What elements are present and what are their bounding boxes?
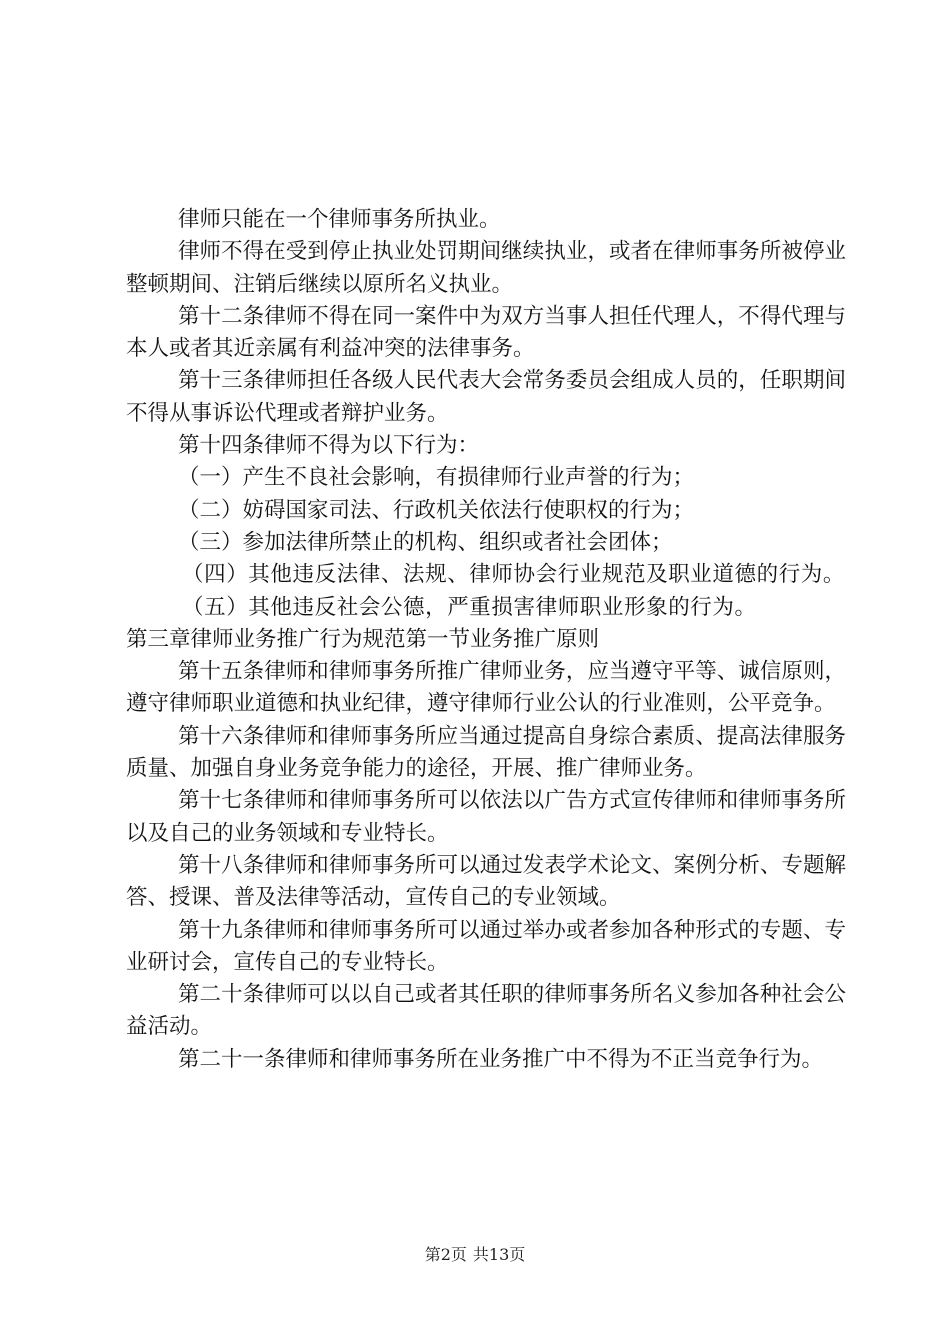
list-item: （三）参加法律所禁止的机构、组织或者社会团体；	[178, 529, 673, 555]
paragraph: 第十二条律师不得在同一案件中为双方当事人担任代理人，不得代理与本人或者其近亲属有利益冲突的法律事务。	[126, 303, 846, 362]
paragraph: 第十九条律师和律师事务所可以通过举办或者参加各种形式的专题、专业研讨会，宣传自己的专业特长。	[126, 917, 846, 975]
paragraph: 第二十一条律师和律师事务所在业务推广中不得为不正当竞争行为。	[178, 1046, 824, 1072]
section-heading: 第三章律师业务推广行为规范第一节业务推广原则	[126, 626, 600, 652]
document-body	[126, 204, 846, 1076]
list-item: （五）其他违反社会公德，严重损害律师职业形象的行为。	[182, 594, 757, 620]
page-number: 第2页	[424, 1245, 467, 1264]
paragraph: 第十八条律师和律师事务所可以通过发表学术论文、案例分析、专题解答、授课、普及法律等活动，宣传自己的专业领域。	[126, 852, 846, 911]
paragraph: 第十七条律师和律师事务所可以依法以广告方式宣传律师和律师事务所以及自己的业务领域和专业特长。	[126, 788, 846, 846]
paragraph: 律师不得在受到停止执业处罚期间继续执业，或者在律师事务所被停业整顿期间、注销后继续以原所名义执业。	[126, 239, 846, 297]
list-item: （四）其他违反法律、法规、律师协会行业规范及职业道德的行为。	[182, 562, 846, 588]
paragraph: 第十五条律师和律师事务所推广律师业务，应当遵守平等、诚信原则，遵守律师职业道德和执业纪律，遵守律师行业公认的行业准则，公平竞争。	[126, 659, 846, 717]
list-item: （二）妨碍国家司法、行政机关依法行使职权的行为；	[178, 497, 695, 523]
paragraph: 律师只能在一个律师事务所执业。	[178, 207, 501, 232]
paragraph: 第二十条律师可以以自己或者其任职的律师事务所名义参加各种社会公益活动。	[126, 982, 846, 1040]
page-footer	[0, 1242, 950, 1265]
paragraph: 第十三条律师担任各级人民代表大会常务委员会组成人员的，任职期间不得从事诉讼代理或者辩护业务。	[126, 368, 846, 426]
list-item: （一）产生不良社会影响，有损律师行业声誉的行为；	[178, 465, 695, 491]
paragraph: 第十四条律师不得为以下行为：	[178, 433, 480, 459]
page-total: 共13页	[472, 1245, 526, 1264]
paragraph: 第十六条律师和律师事务所应当通过提高自身综合素质、提高法律服务质量、加强自身业务竞争能力的途径，开展、推广律师业务。	[126, 723, 846, 782]
